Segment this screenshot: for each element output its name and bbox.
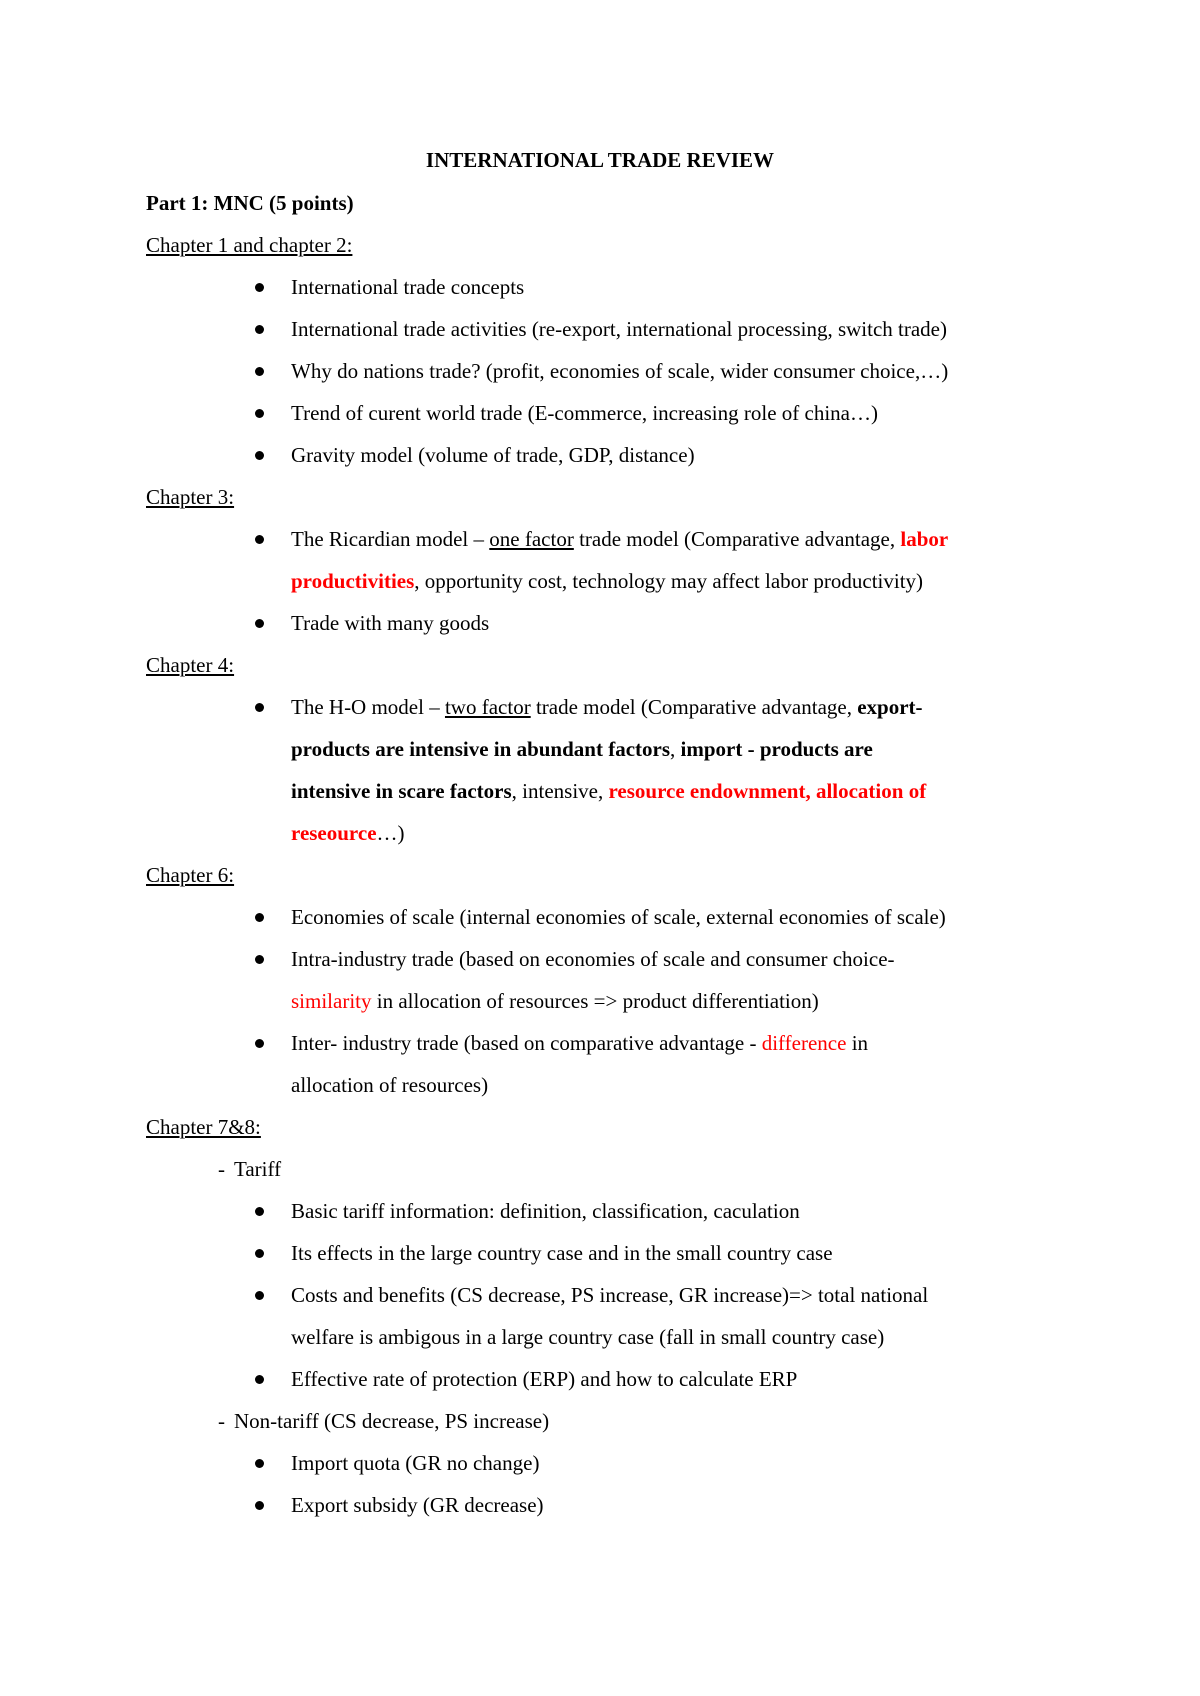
bullet-icon [255, 913, 264, 922]
list-item [291, 1239, 833, 1267]
chapter-1-2-heading: Chapter 1 and chapter 2: [146, 233, 353, 257]
list-item [291, 399, 878, 427]
dash-item-tariff [218, 1155, 282, 1183]
bullet-icon [255, 1459, 264, 1468]
list-item-text: Trend of curent world trade (E-commerce, increasing role of china…) [291, 401, 878, 425]
text-run: The Ricardian model – [291, 527, 490, 551]
list-item-text: Its effects in the large country case and in the small country case [291, 1241, 833, 1265]
text-run: , intensive, [511, 779, 609, 803]
list-item-text: Basic tariff information: definition, classification, caculation [291, 1199, 800, 1223]
text-run: allocation of resources) [291, 1073, 489, 1097]
text-run-highlight: difference [761, 1031, 847, 1055]
list-item-ricardian [291, 525, 948, 553]
text-run: …) [376, 821, 405, 845]
text-run-bold: intensive in scare factors [291, 779, 512, 803]
text-run-highlight: reseource [291, 821, 377, 845]
bullet-icon [255, 703, 264, 712]
bullet-icon [255, 367, 264, 376]
list-item [291, 609, 489, 637]
bullet-icon [255, 1501, 264, 1510]
text-run: in [846, 1031, 869, 1055]
bullet-icon [255, 283, 264, 292]
text-run-bold: export- [857, 695, 923, 719]
text-run-underlined: one factor [489, 527, 574, 551]
bullet-icon [255, 955, 264, 964]
bullet-icon [255, 1291, 264, 1300]
list-item-text: International trade concepts [291, 275, 525, 299]
chapter-3-heading: Chapter 3: [146, 485, 235, 509]
list-item [291, 1449, 539, 1477]
text-run: trade model (Comparative advantage, [530, 695, 858, 719]
text-run: Intra-industry trade (based on economies of scale and consumer choice- [291, 947, 895, 971]
text-run: , [670, 737, 681, 761]
list-item-text: Costs and benefits (CS decrease, PS increase, GR increase)=> total national [291, 1283, 929, 1307]
dash-item-text: Non-tariff (CS decrease, PS increase) [234, 1409, 550, 1433]
list-item-text: Import quota (GR no change) [291, 1451, 540, 1475]
list-item-continuation [291, 735, 873, 763]
list-item-continuation [291, 777, 926, 805]
list-item-text: Export subsidy (GR decrease) [291, 1493, 544, 1517]
list-item [291, 1365, 797, 1393]
list-item-text: Trade with many goods [291, 611, 490, 635]
chapter-7-8-heading: Chapter 7&8: [146, 1115, 261, 1139]
text-run: in allocation of resources => product differentiation) [371, 989, 819, 1013]
part-1-heading: Part 1: MNC (5 points) [146, 191, 354, 215]
text-run: trade model (Comparative advantage, [573, 527, 901, 551]
list-item-continuation [291, 567, 923, 595]
list-item-ho-model [291, 693, 923, 721]
text-run: The H-O model – [291, 695, 445, 719]
list-item-text: Effective rate of protection (ERP) and how to calculate ERP [291, 1367, 798, 1391]
text-run-bold: products are intensive in abundant factors [291, 737, 671, 761]
dash-marker: - [218, 1157, 225, 1181]
bullet-icon [255, 451, 264, 460]
list-item [291, 357, 948, 385]
bullet-icon [255, 535, 264, 544]
bullet-icon [255, 409, 264, 418]
list-item [291, 903, 946, 931]
list-item [291, 1491, 544, 1519]
list-item [291, 273, 524, 301]
text-run: , opportunity cost, technology may affect labor productivity) [414, 569, 924, 593]
dash-marker: - [218, 1409, 225, 1433]
dash-item-non-tariff [218, 1407, 550, 1435]
text-run-underlined: two factor [444, 695, 531, 719]
chapter-4-heading: Chapter 4: [146, 653, 235, 677]
bullet-icon [255, 1375, 264, 1384]
list-item [291, 315, 947, 343]
text-run-highlight: similarity [291, 989, 372, 1013]
text-run: Inter- industry trade (based on comparative advantage - [291, 1031, 762, 1055]
list-item-text: Gravity model (volume of trade, GDP, distance) [291, 443, 695, 467]
chapter-6-heading: Chapter 6: [146, 863, 235, 887]
list-item-continuation [291, 987, 819, 1015]
list-item-continuation [291, 819, 405, 847]
list-item-continuation [291, 1323, 884, 1351]
list-item-continuation [291, 1071, 488, 1099]
list-item-text: Why do nations trade? (profit, economies of scale, wider consumer choice,…) [291, 359, 949, 383]
list-item-text: International trade activities (re-export, international processing, switch trade) [291, 317, 947, 341]
bullet-icon [255, 1249, 264, 1258]
bullet-icon [255, 325, 264, 334]
text-run-highlight: labor [900, 527, 949, 551]
bullet-icon [255, 1207, 264, 1216]
text-run: welfare is ambigous in a large country case (fall in small country case) [291, 1325, 885, 1349]
list-item-inter-industry [291, 1029, 868, 1057]
text-run-bold: import - products are [680, 737, 873, 761]
list-item [291, 441, 695, 469]
list-item-text: Economies of scale (internal economies of scale, external economies of scale) [291, 905, 946, 929]
bullet-icon [255, 619, 264, 628]
list-item-costs-benefits [291, 1281, 928, 1309]
text-run-highlight: productivities [291, 569, 415, 593]
list-item [291, 1197, 800, 1225]
document-title: INTERNATIONAL TRADE REVIEW [425, 148, 775, 172]
dash-item-text: Tariff [234, 1157, 282, 1181]
list-item-intra-industry [291, 945, 895, 973]
bullet-icon [255, 1039, 264, 1048]
text-run-highlight: resource endownment, allocation of [608, 779, 927, 803]
